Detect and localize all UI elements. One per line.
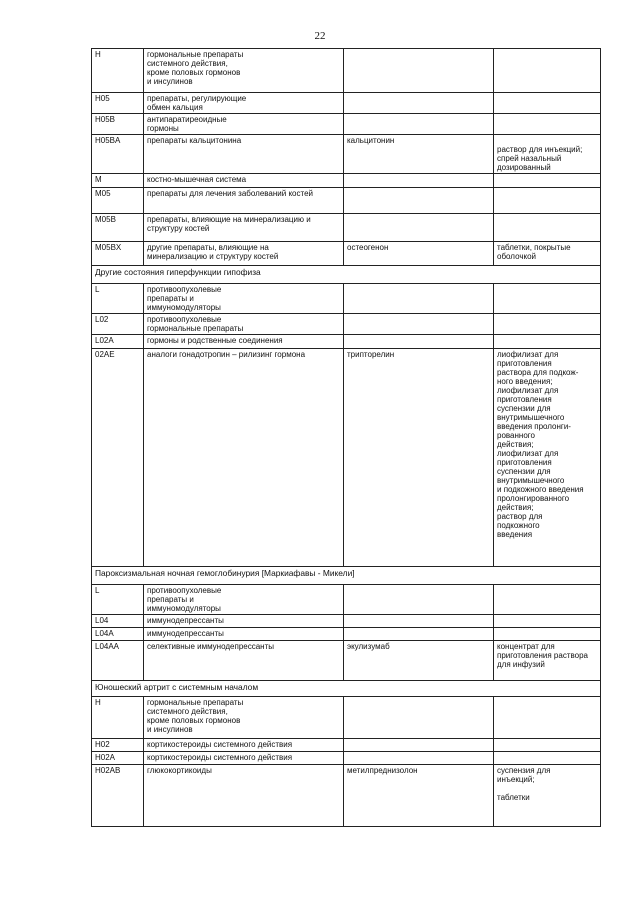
atc-code-cell: L04A [92,628,144,641]
atc-code-cell: H [92,49,144,93]
drug-name-cell: кальцитонин [344,135,494,174]
dosage-form-cell [494,697,601,739]
group-name-cell: кортикостероиды системного действия [144,752,344,765]
group-name-cell: противоопухолевые препараты и иммуномодуляторы [144,284,344,314]
drug-name-cell [344,314,494,335]
table-row [92,765,601,827]
atc-code-cell: H [92,697,144,739]
dosage-form-cell [494,739,601,752]
drug-name-cell: трипторелин [344,349,494,567]
section-row [92,681,601,697]
dosage-form-cell [494,314,601,335]
drug-name-cell [344,114,494,135]
table-row [92,284,601,314]
drug-name-cell: остеогенон [344,242,494,266]
group-name-cell: антипаратиреоидные гормоны [144,114,344,135]
atc-code-cell: M [92,174,144,188]
atc-code-cell: H02 [92,739,144,752]
dosage-form-cell [494,174,601,188]
dosage-form-cell: раствор для инъекций; спрей назальный дозированный [494,135,601,174]
atc-code-cell: M05 [92,188,144,214]
drug-name-cell [344,752,494,765]
dosage-form-cell: концентрат для приготовления раствора для инфузий [494,641,601,681]
group-name-cell: гормональные препараты системного действия, кроме половых гормонов и инсулинов [144,697,344,739]
dosage-form-cell [494,585,601,615]
table-row [92,752,601,765]
dosage-form-cell [494,752,601,765]
table-row [92,188,601,214]
table-row [92,615,601,628]
drug-name-cell [344,214,494,242]
drug-name-cell [344,49,494,93]
dosage-form-cell [494,188,601,214]
drug-name-cell [344,628,494,641]
section-row [92,266,601,284]
table-row [92,314,601,335]
dosage-form-cell [494,335,601,349]
dosage-form-cell [494,615,601,628]
group-name-cell: препараты кальцитонина [144,135,344,174]
drug-list-table [91,48,601,827]
dosage-form-cell [494,628,601,641]
atc-code-cell: L04 [92,615,144,628]
table-body [92,49,601,827]
group-name-cell: селективные иммунодепрессанты [144,641,344,681]
drug-name-cell [344,615,494,628]
group-name-cell: аналоги гонадотропин – рилизинг гормона [144,349,344,567]
group-name-cell: препараты, влияющие на минерализацию и структуру костей [144,214,344,242]
table-row [92,585,601,615]
table-row [92,174,601,188]
section-row [92,567,601,585]
atc-code-cell: H02A [92,752,144,765]
dosage-form-cell [494,49,601,93]
atc-code-cell: L02 [92,314,144,335]
drug-name-cell [344,174,494,188]
dosage-form-cell [494,214,601,242]
atc-code-cell: L [92,284,144,314]
atc-code-cell: 02AE [92,349,144,567]
table-row [92,628,601,641]
atc-code-cell: L [92,585,144,615]
drug-name-cell [344,284,494,314]
dosage-form-cell: таблетки, покрытые оболочкой [494,242,601,266]
section-heading: Юношеский артрит с системным началом [92,681,601,697]
drug-name-cell: экулизумаб [344,641,494,681]
table-row [92,349,601,567]
dosage-form-cell [494,284,601,314]
page-number: 22 [314,30,326,42]
atc-code-cell: L02A [92,335,144,349]
dosage-form-cell [494,114,601,135]
table-row [92,214,601,242]
atc-code-cell: H05BA [92,135,144,174]
group-name-cell: глюкокортикоиды [144,765,344,827]
table-row [92,335,601,349]
group-name-cell: гормональные препараты системного действия, кроме половых гормонов и инсулинов [144,49,344,93]
drug-name-cell [344,93,494,114]
table-row [92,242,601,266]
group-name-cell: противоопухолевые гормональные препараты [144,314,344,335]
drug-name-cell [344,335,494,349]
atc-code-cell: H05 [92,93,144,114]
section-heading: Другие состояния гиперфункции гипофиза [92,266,601,284]
table-row [92,697,601,739]
dosage-form-cell: лиофилизат для приготовления раствора для подкож- ного введения; лиофилизат для приготовления суспензии для внутримышечного введения пролонги- рованного действия; лиофилизат для приготовления суспензии для внутримышечного и подкожного введения пролонгированного действия; раствор для подкожного введения [494,349,601,567]
table-row [92,93,601,114]
table-row [92,114,601,135]
dosage-form-cell: суспензия для инъекций; таблетки [494,765,601,827]
section-heading: Пароксизмальная ночная гемоглобинурия [Маркиафавы - Микели] [92,567,601,585]
group-name-cell: препараты, регулирующие обмен кальция [144,93,344,114]
atc-code-cell: H02AB [92,765,144,827]
group-name-cell: противоопухолевые препараты и иммуномодуляторы [144,585,344,615]
group-name-cell: иммунодепрессанты [144,628,344,641]
atc-code-cell: M05B [92,214,144,242]
group-name-cell: гормоны и родственные соединения [144,335,344,349]
table-row [92,49,601,93]
group-name-cell: другие препараты, влияющие на минерализацию и структуру костей [144,242,344,266]
group-name-cell: костно-мышечная система [144,174,344,188]
drug-name-cell [344,188,494,214]
atc-code-cell: L04AA [92,641,144,681]
drug-name-cell [344,697,494,739]
table-row [92,739,601,752]
table-row [92,135,601,174]
drug-name-cell: метилпреднизолон [344,765,494,827]
atc-code-cell: H05B [92,114,144,135]
dosage-form-cell [494,93,601,114]
drug-name-cell [344,739,494,752]
group-name-cell: кортикостероиды системного действия [144,739,344,752]
group-name-cell: препараты для лечения заболеваний костей [144,188,344,214]
group-name-cell: иммунодепрессанты [144,615,344,628]
atc-code-cell: M05BX [92,242,144,266]
drug-name-cell [344,585,494,615]
table-row [92,641,601,681]
